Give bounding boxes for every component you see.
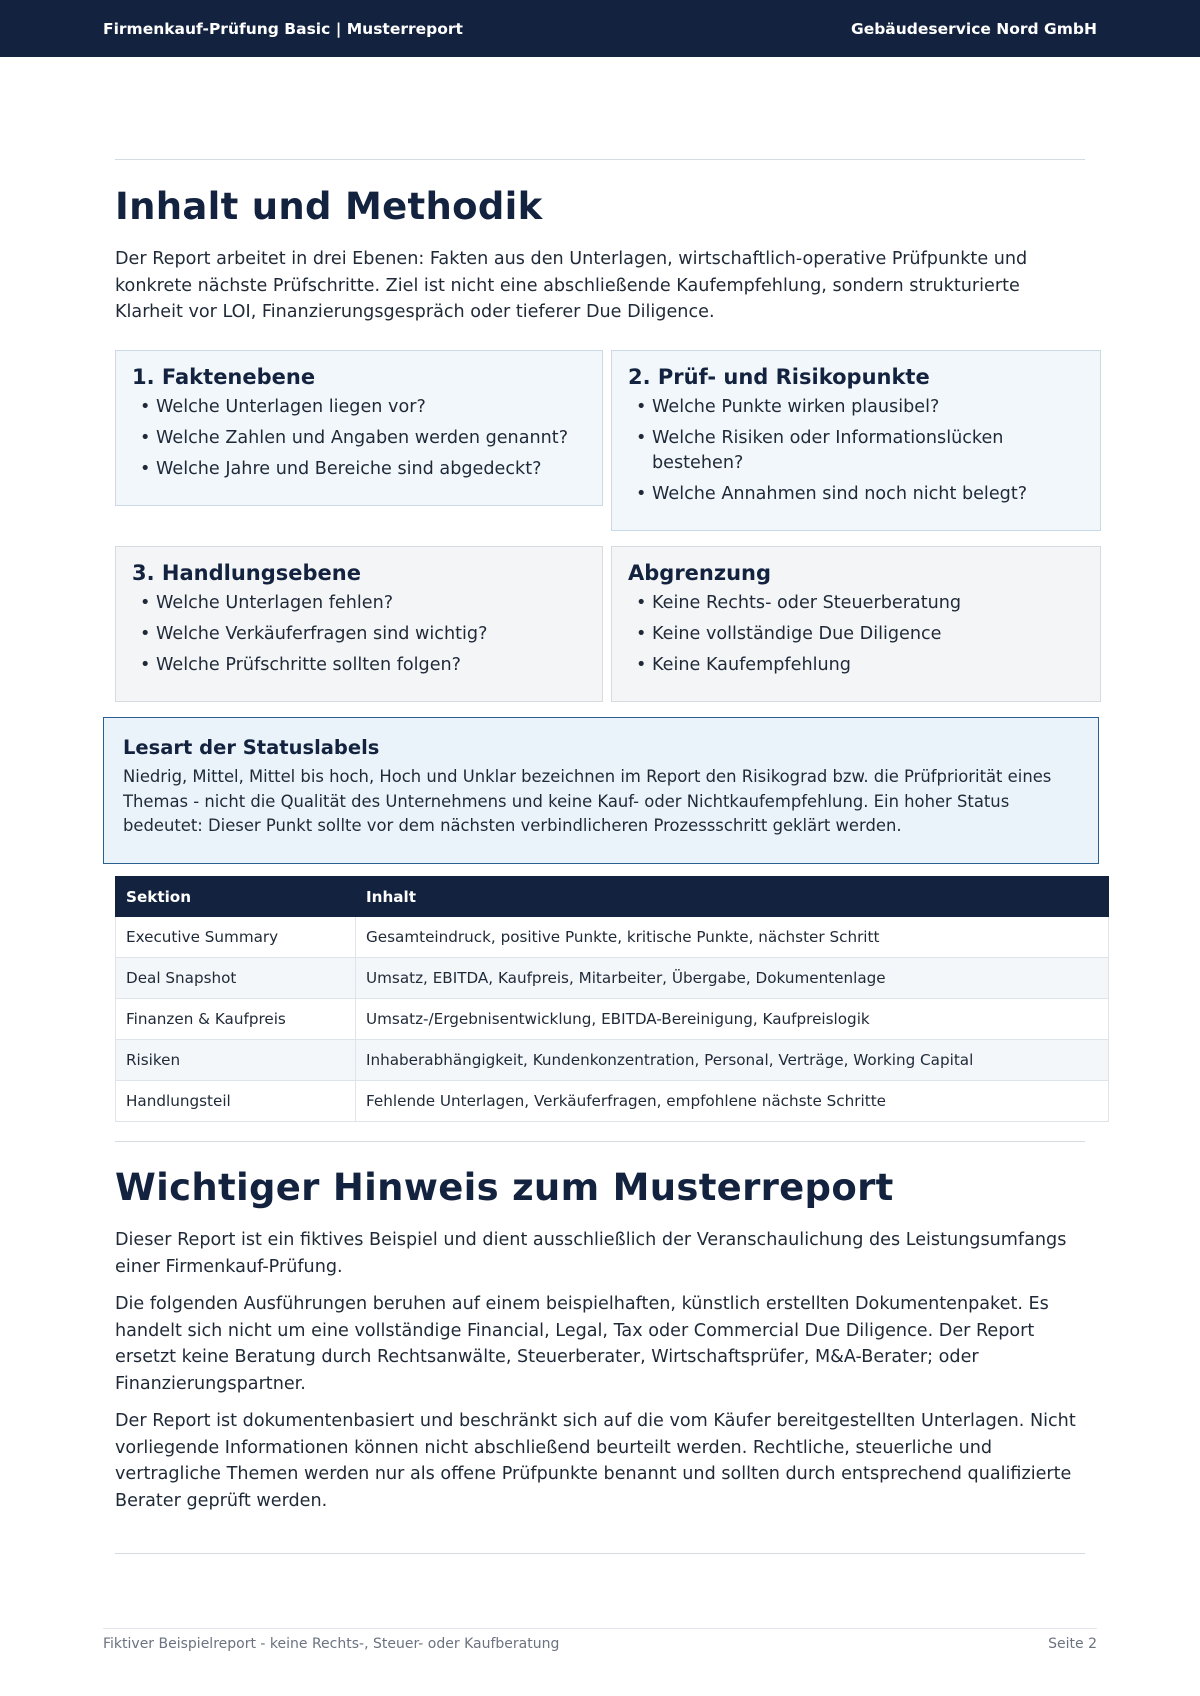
table-cell: Finanzen & Kaufpreis	[116, 999, 356, 1040]
card-abgrenzung	[611, 546, 1101, 702]
card-handlungsebene	[115, 546, 603, 702]
table-header-row	[116, 877, 1109, 917]
disclaimer-text	[115, 1227, 1095, 1525]
card-title: 3. Handlungsebene	[132, 560, 361, 585]
list-item: • Welche Annahmen sind noch nicht belegt?	[628, 482, 1084, 507]
list-item: • Welche Jahre und Bereiche sind abgedeckt?	[132, 457, 586, 482]
table-cell: Umsatz, EBITDA, Kaufpreis, Mitarbeiter, Übergabe, Dokumentenlage	[356, 958, 1109, 999]
report-title: Firmenkauf-Prüfung Basic | Musterreport	[103, 19, 463, 38]
table-row	[116, 958, 1109, 999]
table-row	[116, 999, 1109, 1040]
list-item: • Keine vollständige Due Diligence	[628, 622, 1084, 647]
table-cell: Fehlende Unterlagen, Verkäuferfragen, empfohlene nächste Schritte	[356, 1081, 1109, 1122]
card-faktenebene	[115, 350, 603, 506]
list-item: • Welche Verkäuferfragen sind wichtig?	[132, 622, 586, 647]
method-cards	[115, 326, 1085, 701]
callout-title: Lesart der Statuslabels	[123, 736, 380, 759]
card-title: 2. Prüf- und Risikopunkte	[628, 364, 930, 389]
company-name: Gebäudeservice Nord GmbH	[850, 19, 1097, 38]
list-item: • Welche Prüfschritte sollten folgen?	[132, 653, 586, 678]
card-title: Abgrenzung	[628, 560, 772, 585]
divider	[115, 1141, 1085, 1142]
paragraph: Die folgenden Ausführungen beruhen auf einem beispielhaften, künstlich erstellten Dokumentenpaket. Es handelt sich nicht um eine vollständige Financial, Legal, Tax oder Commercial Due Diligence. Der Report ersetzt keine Beratung durch Rechtsanwälte, Steuerberater, Wirtschaftsprüfer, M&A-Berater; oder Finanzierungspartner.	[115, 1294, 1049, 1394]
table-row	[116, 1081, 1109, 1122]
table-cell: Handlungsteil	[116, 1081, 356, 1122]
table-cell: Inhaberabhängigkeit, Kundenkonzentration, Personal, Verträge, Working Capital	[356, 1040, 1109, 1081]
list-item: • Welche Zahlen und Angaben werden genannt?	[132, 426, 586, 451]
column-header: Sektion	[116, 877, 356, 917]
table-cell: Executive Summary	[116, 917, 356, 958]
list-item: • Welche Risiken oder Informationslücken bestehen?	[628, 426, 1084, 476]
list-item: • Keine Kaufempfehlung	[628, 653, 1084, 678]
callout-text: Niedrig, Mittel, Mittel bis hoch, Hoch und Unklar bezeichnen im Report den Risikograd bzw. die Prüfpriorität eines Themas - nicht die Qualität des Unternehmens und keine Kauf- oder Nichtkaufempfehlung. Ein hoher Status bedeutet: Dieser Punkt sollte vor dem nächsten verbindlicheren Prozessschritt geklärt werden.	[123, 767, 1052, 835]
card-title: 1. Faktenebene	[132, 364, 316, 389]
footer-divider	[103, 1628, 1097, 1629]
footer-disclaimer: Fiktiver Beispielreport - keine Rechts-, Steuer- oder Kaufberatung	[103, 1636, 560, 1652]
page-header	[0, 0, 1200, 57]
column-header: Inhalt	[356, 877, 1109, 917]
divider	[115, 1553, 1085, 1554]
table-cell: Deal Snapshot	[116, 958, 356, 999]
page-number: Seite 2	[1048, 1636, 1097, 1652]
section-title-hinweis: Wichtiger Hinweis zum Musterreport	[115, 1166, 894, 1209]
section-title-methodik: Inhalt und Methodik	[115, 185, 543, 228]
table-cell: Gesamteindruck, positive Punkte, kritische Punkte, nächster Schritt	[356, 917, 1109, 958]
page-footer	[103, 1636, 1097, 1652]
card-risikopunkte	[611, 350, 1101, 531]
intro-paragraph: Der Report arbeitet in drei Ebenen: Fakten aus den Unterlagen, wirtschaftlich-operative Prüfpunkte und konkrete nächste Prüfschritte. Ziel ist nicht eine abschließende Kaufempfehlung, sondern strukturierte Klarheit vor LOI, Finanzierungsgespräch oder tieferer Due Diligence.	[115, 249, 1028, 322]
list-item: • Welche Punkte wirken plausibel?	[628, 395, 1084, 420]
table-row	[116, 1040, 1109, 1081]
divider	[115, 159, 1085, 160]
paragraph: Der Report ist dokumentenbasiert und beschränkt sich auf die vom Käufer bereitgestellten Unterlagen. Nicht vorliegende Informationen können nicht abschließend beurteilt werden. Rechtliche, steuerliche und vertragliche Themen werden nur als offene Prüfpunkte benannt und sollten durch entsprechend qualifizierte Berater geprüft werden.	[115, 1411, 1076, 1511]
list-item: • Keine Rechts- oder Steuerberatung	[628, 591, 1084, 616]
table-row	[116, 917, 1109, 958]
paragraph: Dieser Report ist ein fiktives Beispiel und dient ausschließlich der Veranschaulichung des Leistungsumfangs einer Firmenkauf-Prüfung.	[115, 1230, 1067, 1277]
table-cell: Risiken	[116, 1040, 356, 1081]
list-item: • Welche Unterlagen fehlen?	[132, 591, 586, 616]
sections-table	[115, 876, 1109, 1122]
page-content	[115, 159, 1085, 1511]
status-label-callout	[103, 717, 1099, 864]
list-item: • Welche Unterlagen liegen vor?	[132, 395, 586, 420]
table-cell: Umsatz-/Ergebnisentwicklung, EBITDA-Bereinigung, Kaufpreislogik	[356, 999, 1109, 1040]
